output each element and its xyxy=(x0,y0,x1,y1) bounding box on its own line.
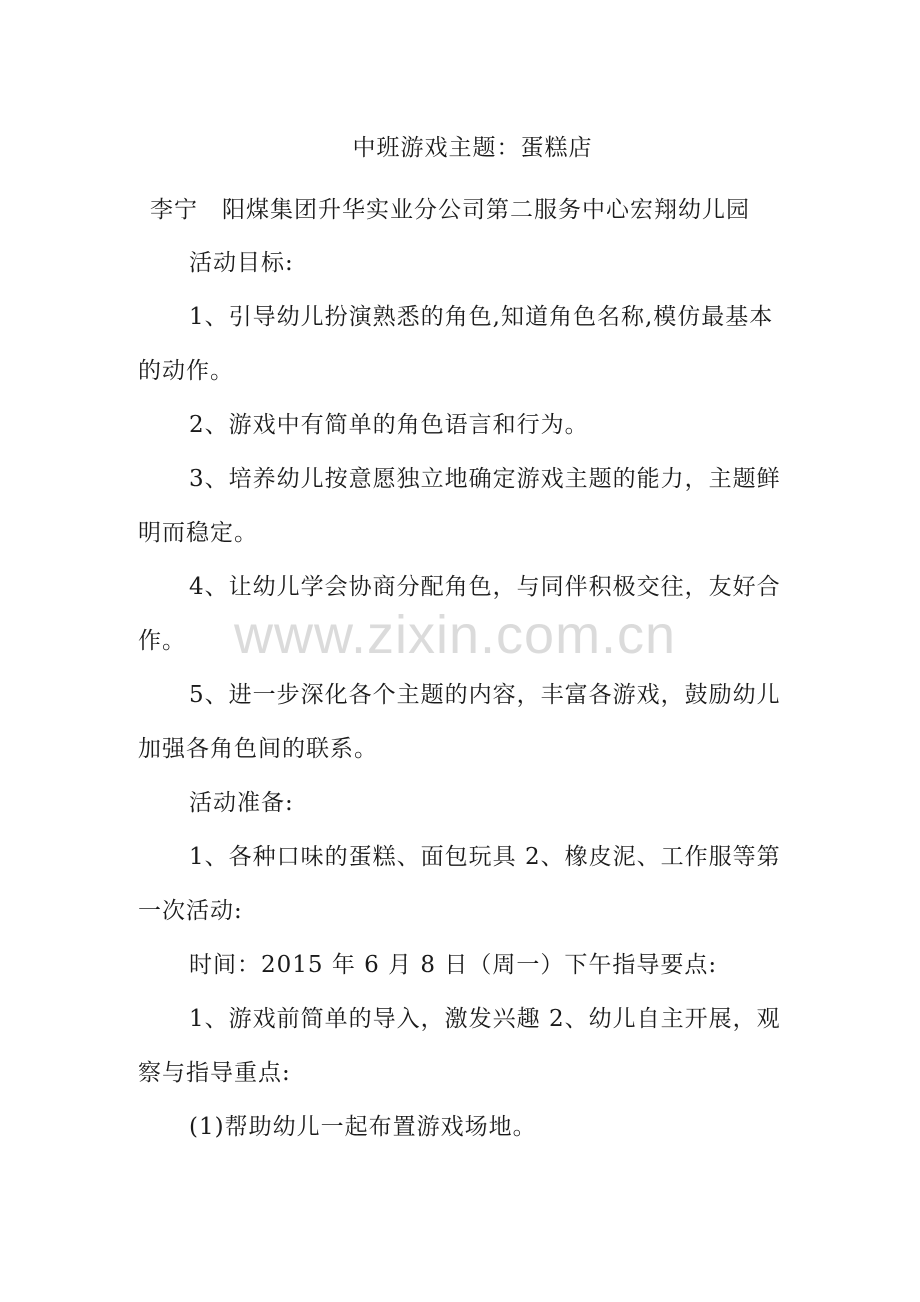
guide-point-1: (1)帮助幼儿一起布置游戏场地。 xyxy=(189,1114,537,1140)
watermark-text: www.zixin.com.cn xyxy=(234,605,677,665)
author-affiliation: 阳煤集团升华实业分公司第二服务中心宏翔幼儿园 xyxy=(222,197,750,223)
goals-heading: 活动目标: xyxy=(189,250,294,276)
prep-heading: 活动准备: xyxy=(189,790,294,816)
goal-item: 3、培养幼儿按意愿独立地确定游戏主题的能力，主题鲜明而稳定。 xyxy=(138,466,781,546)
goal-item: 5、进一步深化各个主题的内容，丰富各游戏，鼓励幼儿加强各角色间的联系。 xyxy=(138,682,781,762)
goal-item: 2、游戏中有简单的角色语言和行为。 xyxy=(189,412,589,438)
document-title: 中班游戏主题：蛋糕店 xyxy=(352,135,593,161)
author-line xyxy=(138,188,783,232)
prep-text: 1、各种口味的蛋糕、面包玩具 2、橡皮泥、工作服等第一次活动: xyxy=(138,844,781,924)
author-name: 李宁 xyxy=(150,197,198,223)
goal-item: 1、引导幼儿扮演熟悉的角色,知道角色名称,模仿最基本的动作。 xyxy=(138,304,774,384)
goal-item: 4、让幼儿学会协商分配角色，与同伴积极交往，友好合作。 xyxy=(138,574,781,654)
guide-text: 1、游戏前简单的导入，激发兴趣 2、幼儿自主开展，观察与指导重点: xyxy=(138,1006,781,1086)
document-body xyxy=(138,126,783,1154)
time-text: 时间：2015 年 6 月 8 日（周一）下午指导要点: xyxy=(189,952,718,978)
